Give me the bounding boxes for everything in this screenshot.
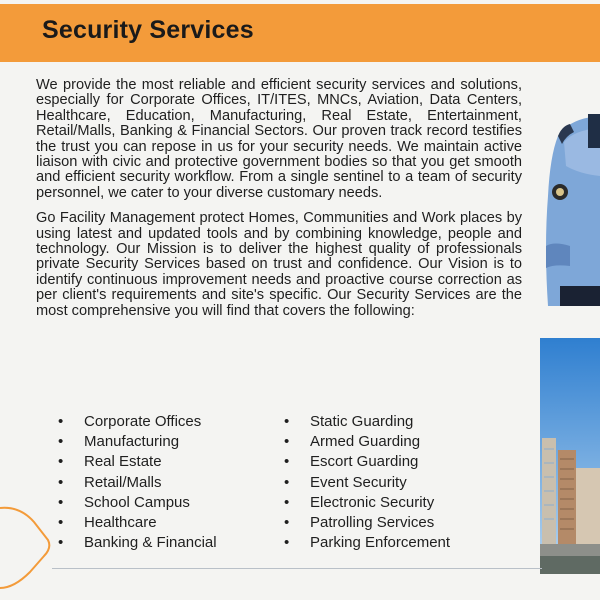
list-item-label: Manufacturing [84, 433, 180, 451]
list-item-label: Healthcare [84, 514, 157, 532]
list-item-label: Static Guarding [310, 413, 414, 430]
list-item [284, 412, 514, 432]
list-item [58, 432, 288, 452]
list-item-label: Armed Guarding [310, 433, 421, 451]
bullet: • [58, 534, 64, 552]
bullet: • [58, 413, 64, 430]
list-item-label: Corporate Offices [84, 413, 202, 430]
mission-paragraph: Go Facility Management protect Homes, Communities and Work places by using latest and updated tools and by combining knowledge, people and technology. Our Mission is to deliver the highest quality of professionals private Security Services based on trust and confidence. Our Vision is to identify continuous improvement needs and proactive course correction as per client's requirements and site's specific. Our Security Services are the most comprehensive you will find that covers the following: [36, 210, 522, 319]
list-item [284, 473, 514, 493]
page-title: Security Services [42, 16, 254, 44]
bullet: • [58, 514, 64, 532]
security-guard-image [540, 96, 600, 306]
city-buildings-image [540, 338, 600, 574]
orange-corner-decoration [0, 500, 60, 600]
bullet: • [284, 493, 290, 511]
bullet: • [284, 413, 290, 430]
body-text [36, 78, 522, 329]
bullet: • [284, 453, 290, 471]
list-item-label: Escort Guarding [310, 453, 419, 471]
intro-paragraph: We provide the most reliable and efficient security services and solutions, especially for Corporate Offices, IT/ITES, MNCs, Aviation, Data Centers, Healthcare, Education, Manufacturing, Real Estate, Entertainment, Retail/Malls, Banking & Financial Sectors. Our proven track record testifies the trust you can repose in us for your security needs. We maintain active liaison with civic and protective government bodies so that you get smooth and efficient security workflow. From a single sentinel to a team of security personnel, we cater to your diverse customary needs. [36, 77, 522, 201]
list-item [58, 513, 288, 533]
list-item [284, 452, 514, 472]
list-item-label: Electronic Security [310, 493, 435, 511]
bullet: • [284, 534, 290, 552]
list-item [284, 493, 514, 513]
bullet: • [58, 433, 64, 451]
bottom-divider [52, 568, 542, 569]
list-item [58, 493, 288, 513]
list-item-label: School Campus [84, 493, 190, 511]
security-services-list [284, 412, 514, 553]
bullet: • [284, 514, 290, 532]
list-item [284, 533, 514, 553]
bullet: • [284, 433, 290, 451]
list-item [58, 412, 288, 432]
list-item-label: Retail/Malls [84, 473, 162, 491]
bullet: • [58, 493, 64, 511]
sectors-list [58, 412, 288, 553]
list-item-label: Banking & Financial [84, 534, 217, 552]
bullet: • [58, 473, 64, 491]
list-item [284, 513, 514, 533]
list-item-label: Real Estate [84, 453, 162, 471]
list-item [58, 533, 288, 553]
list-item [58, 452, 288, 472]
list-item-label: Patrolling Services [310, 514, 435, 532]
list-item-label: Parking Enforcement [310, 534, 451, 552]
list-item-label: Event Security [310, 473, 407, 491]
bullet: • [58, 453, 64, 471]
bullet: • [284, 473, 290, 491]
list-item [284, 432, 514, 452]
list-item [58, 473, 288, 493]
